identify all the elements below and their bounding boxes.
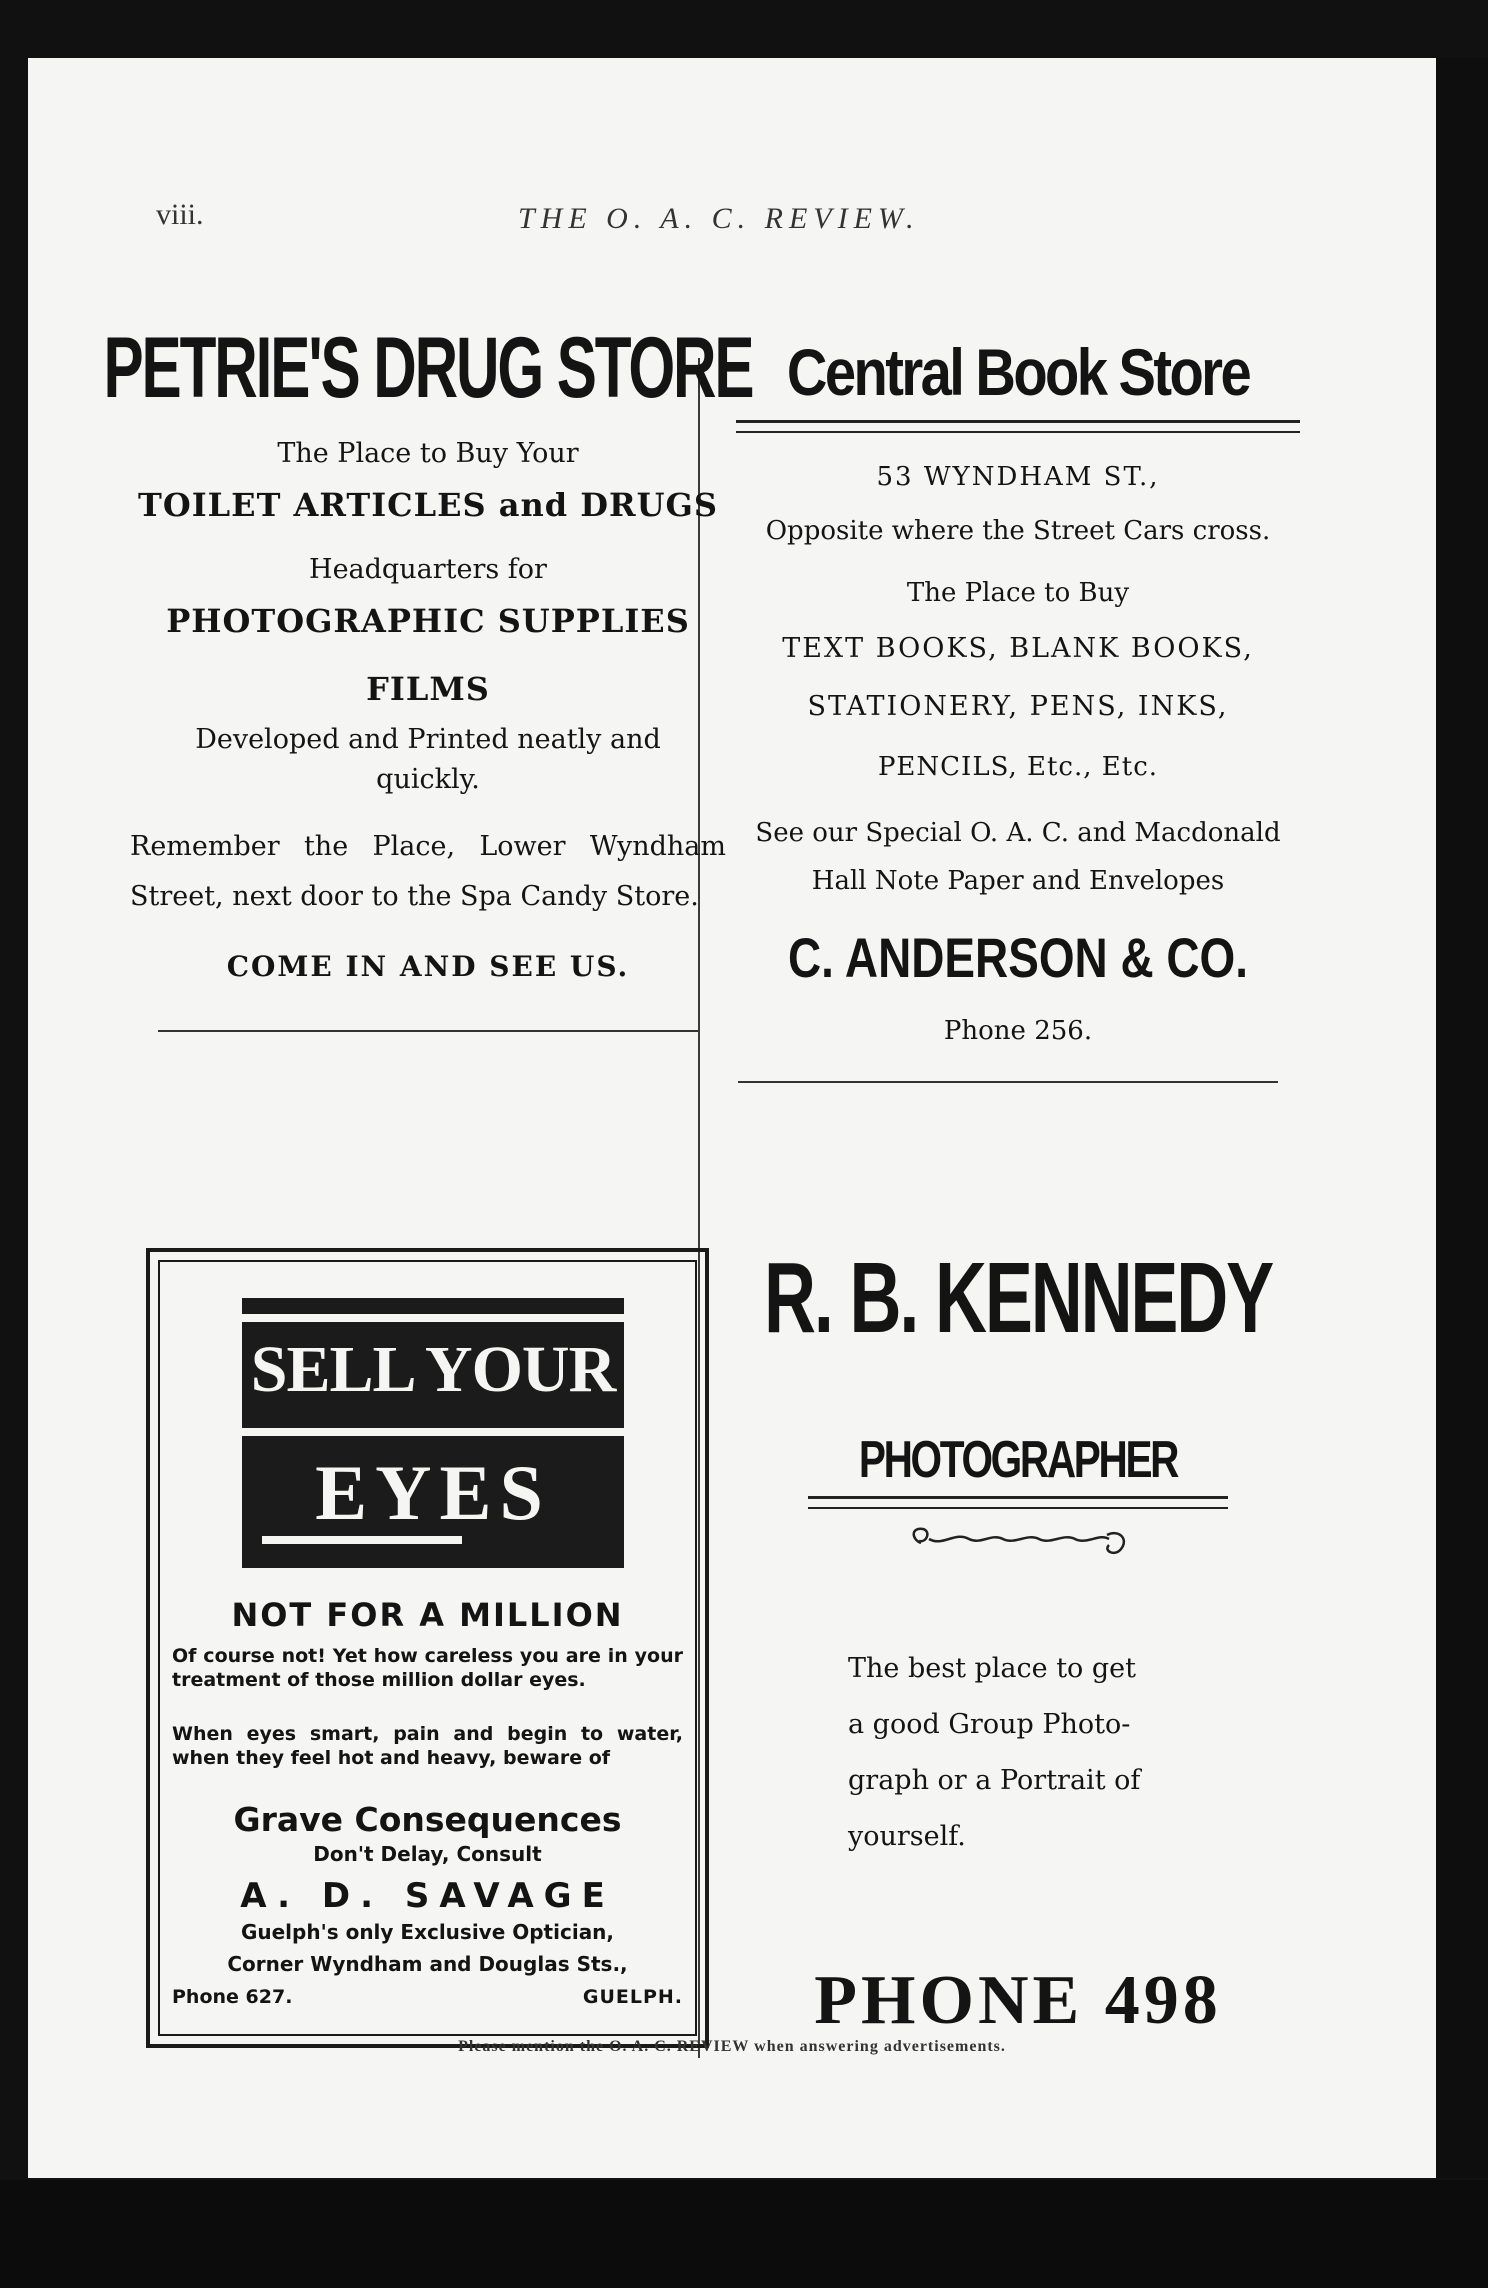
banner-stripe [262,1536,462,1544]
photographer-title: PHOTOGRAPHER [858,1431,1178,1489]
savage-optician-ad [146,1248,709,2048]
flourish-ornament [903,1521,1133,1561]
ad-city: GUELPH. [582,1986,683,2008]
ad-line: TEXT BOOKS, BLANK BOOKS, [782,633,1254,664]
ad-line: 53 WYNDHAM ST., [876,462,1160,492]
ad-line: See our Special O. A. C. and Macdonald Hall Note Paper and Envelopes [755,818,1281,896]
company-name: C. ANDERSON & CO. [787,926,1249,989]
ad-store-name: PETRIE'S DRUG STORE [103,320,753,416]
ad-paragraph: When eyes smart, pain and begin to water, when they feel hot and heavy, beware of [172,1723,683,1769]
journal-title: THE O. A. C. REVIEW. [518,202,920,235]
ad-paragraph: Of course not! Yet how careless you are in your treatment of those million dollar eyes. [172,1645,683,1691]
page-number: viii. [156,198,204,231]
ad-line: Guelph's only Exclusive Optician, [240,1920,615,1944]
central-book-store-ad [728,330,1308,1083]
ad-line: PENCILS, Etc., Etc. [877,752,1159,782]
ad-line: STATIONERY, PENS, INKS, [807,691,1229,722]
ad-store-name: Central Book Store [786,335,1250,409]
sell-your-eyes-banner [242,1298,624,1568]
ad-line: The Place to Buy Your [277,438,579,469]
scan-border [0,2180,1488,2288]
banner-stripe [242,1428,624,1436]
section-divider [738,1081,1278,1083]
section-divider [158,1030,698,1032]
ad-line: FILMS [366,670,490,708]
optician-name: A. D. SAVAGE [240,1876,615,1916]
ad-line: TOILET ARTICLES and DRUGS [138,486,718,524]
ad-line: Headquarters for [309,554,547,585]
ad-phone: Phone 627. [172,1986,293,2008]
double-rule [808,1496,1228,1509]
magazine-page [28,58,1436,2178]
ad-line: Corner Wyndham and Douglas Sts., [227,1952,628,1976]
ad-line: Don't Delay, Consult [313,1842,542,1866]
ad-line: The best place to get [848,1653,1137,1684]
ad-line: Developed and Printed neatly and quickly. [195,724,661,795]
banner-stripe [242,1314,624,1322]
banner-headline: EYES [315,1449,551,1536]
kennedy-photographer-ad [728,1238,1308,2041]
ad-line: yourself. [848,1821,966,1852]
ad-line: Remember the Place, Lower Wyndham Street, next door to the Spa Candy Store. [130,831,726,912]
footer-note: Please mention the O. A. C. REVIEW when answering advertisements. [458,2038,1006,2055]
petrie-drug-store-ad [103,318,753,1032]
ad-headline: Grave Consequences [233,1800,622,1839]
ad-line: PHOTOGRAPHIC SUPPLIES [166,602,690,640]
ad-line: The Place to Buy [906,578,1130,608]
ad-line: Opposite where the Street Cars cross. [765,516,1271,546]
running-header [28,198,1436,248]
double-rule [736,420,1300,433]
ad-line: COME IN AND SEE US. [226,950,630,983]
banner-headline: SELL YOUR [250,1333,616,1406]
ad-line: graph or a Portrait of [848,1765,1141,1796]
ad-line: a good Group Photo- [848,1709,1131,1740]
photographer-name: R. B. KENNEDY [764,1242,1272,1354]
ad-headline: NOT FOR A MILLION [231,1596,624,1634]
ad-line: Phone 256. [943,1016,1093,1046]
ad-phone: PHONE 498 [814,1962,1222,2039]
